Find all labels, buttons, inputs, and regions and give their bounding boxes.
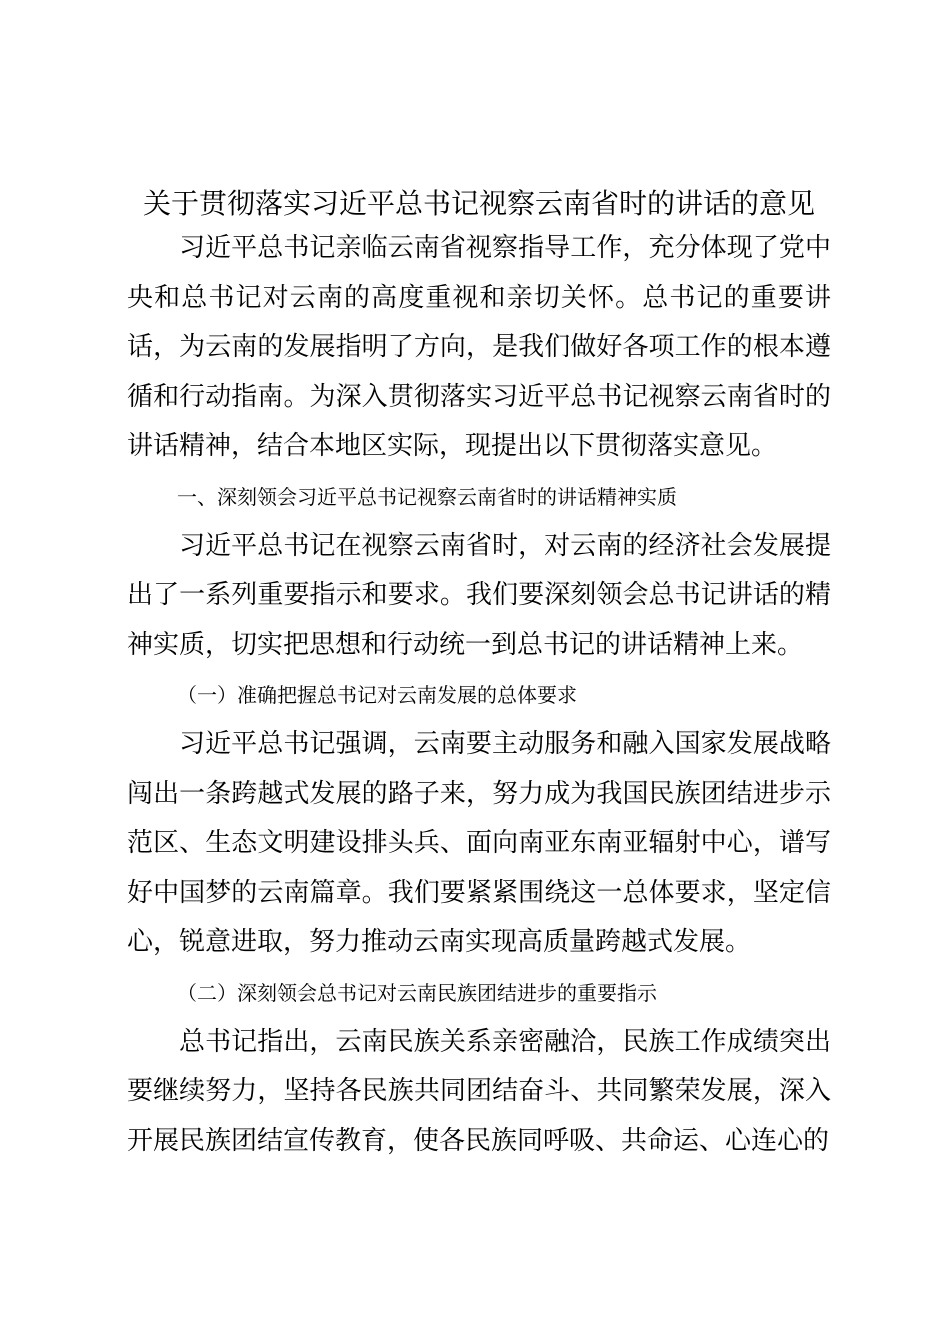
document-title: 关于贯彻落实习近平总书记视察云南省时的讲话的意见 (142, 187, 815, 220)
subsection-2-heading: （二）深刻领会总书记对云南民族团结进步的重要指示 (177, 980, 657, 1005)
subsection-1-heading: （一）准确把握总书记对云南发展的总体要求 (177, 683, 577, 707)
intro-paragraph: 习近平总书记亲临云南省视察指导工作，充分体现了党中央和总书记对云南的高度重视和亲切关怀。总书记的重要讲话，为云南的发展指明了方向，是我们做好各项工作的根本遵循和行动指南。为深入贯彻落实习近平总书记视察云南省时的讲话精神，结合本地区实际，现提出以下贯彻落实意见。 (127, 233, 831, 461)
section-1-paragraph: 习近平总书记在视察云南省时，对云南的经济社会发展提出了一系列重要指示和要求。我们要深刻领会总书记讲话的精神实质，切实把思想和行动统一到总书记的讲话精神上来。 (127, 530, 831, 660)
document-body (127, 184, 831, 1166)
subsection-1-paragraph: 习近平总书记强调，云南要主动服务和融入国家发展战略闯出一条跨越式发展的路子来，努力成为我国民族团结进步示范区、生态文明建设排头兵、面向南亚东南亚辐射中心，谱写好中国梦的云南篇章。我们要紧紧围绕这一总体要求，坚定信心，锐意进取，努力推动云南实现高质量跨越式发展。 (127, 729, 831, 957)
section-1-heading: 一、深刻领会习近平总书记视察云南省时的讲话精神实质 (177, 484, 677, 509)
subsection-2-paragraph: 总书记指出，云南民族关系亲密融洽，民族工作成绩突出要继续努力，坚持各民族共同团结奋斗、共同繁荣发展，深入开展民族团结宣传教育，使各民族同呼吸、共命运、心连心的 (127, 1026, 831, 1156)
